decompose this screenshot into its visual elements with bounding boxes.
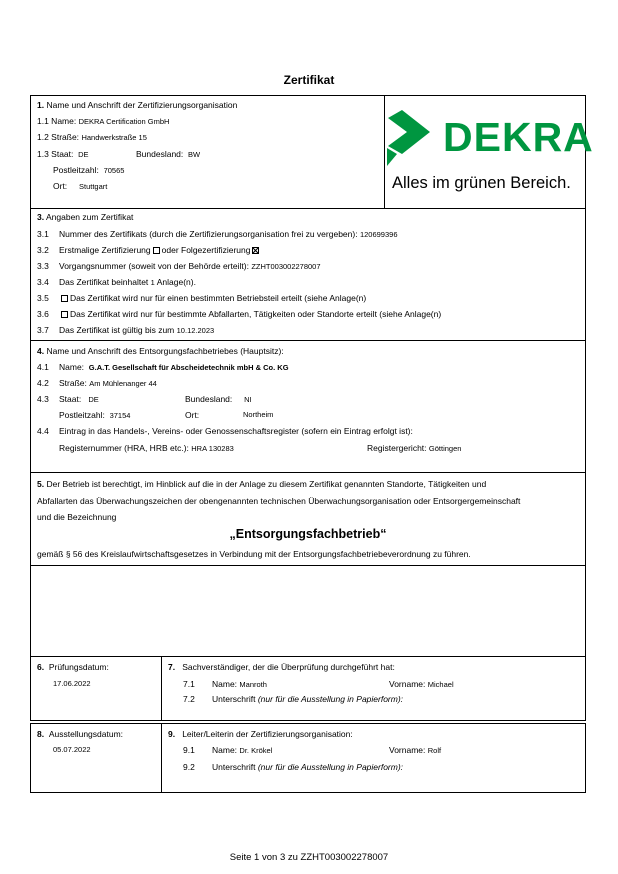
company-plz-row: Postleitzahl: 37154: [59, 410, 131, 420]
register-num: 4.4: [37, 426, 49, 436]
issue-date-value: 05.07.2022: [53, 745, 91, 754]
cert-number-row: 3.1: [37, 229, 49, 239]
company-ort-value: Northeim: [243, 410, 274, 419]
section-1-heading: 1. Name und Anschrift der Zertifizierungsorganisation: [37, 100, 238, 110]
dekra-logo: [385, 96, 594, 208]
inspector-firstname-row: Vorname: Michael: [389, 679, 454, 689]
org-plz-row: Postleitzahl: 70565: [53, 165, 125, 175]
inspector-heading: 7. Sachverständiger, der die Überprüfung durchgeführt hat:: [168, 662, 395, 672]
empty-box: [30, 565, 586, 657]
first-cert-checkbox: [153, 247, 160, 254]
section-5-line-1: 5. Der Betrieb ist berechtigt, im Hinblick auf die in der Anlage zu diesem Zertifikat genannten Standorte, Tätigkeiten und: [37, 479, 487, 489]
company-street-num: 4.2: [37, 378, 49, 388]
org-state-row: 1.3 Staat: DE: [37, 149, 89, 159]
section-4-heading: 4. Name und Anschrift des Entsorgungsfachbetriebes (Hauptsitz):: [37, 346, 284, 356]
page-footer: Seite 1 von 3 zu ZZHT003002278007: [229, 852, 389, 863]
waste-types-num: 3.6: [37, 309, 49, 319]
divider: [161, 723, 162, 793]
register-number-row: Registernummer (HRA, HRB etc.): HRA 130283: [59, 443, 234, 453]
section-3-heading: 3. Angaben zum Zertifikat: [37, 212, 134, 222]
org-ort-row: Ort: Stuttgart: [53, 181, 108, 191]
director-signature: Unterschrift (nur für die Ausstellung in Papierform):: [212, 762, 404, 772]
director-name-num: 9.1: [183, 745, 195, 755]
dekra-brand: DEKRA: [443, 114, 594, 160]
company-state-row: Staat: DE: [59, 394, 99, 404]
dekra-slogan: Alles im grünen Bereich.: [392, 174, 571, 192]
company-street-row: Straße: Am Mühlenanger 44: [59, 378, 157, 388]
inspector-sign-num: 7.2: [183, 694, 195, 704]
issue-date-label: 8. Ausstellungsdatum:: [37, 729, 124, 739]
branch-row: Das Zertifikat wird nur für einen bestimmten Betriebsteil erteilt (siehe Anlage(n): [59, 293, 366, 303]
org-name-row: 1.1 Name: DEKRA Certification GmbH: [37, 116, 170, 126]
section-3-box: [30, 208, 586, 341]
register-court-row: Registergericht: Göttingen: [367, 443, 462, 453]
company-name-row: Name: G.A.T. Gesellschaft für Abscheidetechnik mbH & Co. KG: [59, 362, 289, 372]
designation: „Entsorgungsfachbetrieb“: [229, 527, 387, 541]
inspector-signature: Unterschrift (nur für die Ausstellung in Papierform):: [212, 694, 404, 704]
org-land-row: Bundesland: BW: [136, 149, 201, 159]
section-5-line-4: gemäß § 56 des Kreislaufwirtschaftsgesetzes in Verbindung mit der Entsorgungsfachbetriebeverordnung zu führen.: [37, 549, 471, 559]
inspection-date-label: 6. Prüfungsdatum:: [37, 662, 109, 672]
page-title: Zertifikat: [283, 73, 335, 87]
section-5-line-2: Abfallarten das Überwachungszeichen der obengenannten technischen Überwachungsorganisation oder Entsorgergemeinschaft: [37, 496, 521, 506]
org-street-row: 1.2 Straße: Handwerkstraße 15: [37, 132, 147, 142]
company-land-row: Bundesland: NI: [185, 394, 252, 404]
section-5-line-3: und die Bezeichnung: [37, 512, 117, 522]
company-ort-label: Ort:: [185, 410, 200, 420]
process-row: Vorgangsnummer (soweit von der Behörde erteilt): ZZHT003002278007: [59, 261, 321, 271]
director-sign-num: 9.2: [183, 762, 195, 772]
director-heading: 9. Leiter/Leiterin der Zertifizierungsorganisation:: [168, 729, 353, 739]
waste-types-checkbox: [61, 311, 68, 318]
attachments-row: Das Zertifikat beinhaltet 1 Anlage(n).: [59, 277, 196, 287]
cert-number-label: Nummer des Zertifikats (durch die Zertifizierungsorganisation frei zu vergeben): 120699396: [59, 229, 398, 239]
register-row: Eintrag in das Handels-, Vereins- oder Genossenschaftsregister (sofern ein Eintrag erfolgt ist):: [59, 426, 413, 436]
inspector-name-num: 7.1: [183, 679, 195, 689]
cert-type-num: 3.2: [37, 245, 49, 255]
divider: [161, 656, 162, 721]
company-state-num: 4.3: [37, 394, 49, 404]
inspection-date-value: 17.06.2022: [53, 679, 91, 688]
valid-row: Das Zertifikat ist gültig bis zum 10.12.2023: [59, 325, 215, 335]
section-4-box: [30, 340, 586, 473]
process-num: 3.3: [37, 261, 49, 271]
branch-num: 3.5: [37, 293, 49, 303]
branch-checkbox: [61, 295, 68, 302]
attachments-num: 3.4: [37, 277, 49, 287]
inspector-name-row: Name: Manroth: [212, 679, 267, 689]
director-firstname-row: Vorname: Rolf: [389, 745, 442, 755]
valid-num: 3.7: [37, 325, 49, 335]
waste-types-row: Das Zertifikat wird nur für bestimmte Abfallarten, Tätigkeiten oder Standorte erteilt (siehe Anlage(n): [59, 309, 441, 319]
cert-type-row: Erstmalige Zertifizierung oder Folgezertifizierung: [59, 245, 261, 255]
company-name-num: 4.1: [37, 362, 49, 372]
follow-cert-checkbox: [252, 247, 259, 254]
director-name-row: Name: Dr. Krökel: [212, 745, 273, 755]
